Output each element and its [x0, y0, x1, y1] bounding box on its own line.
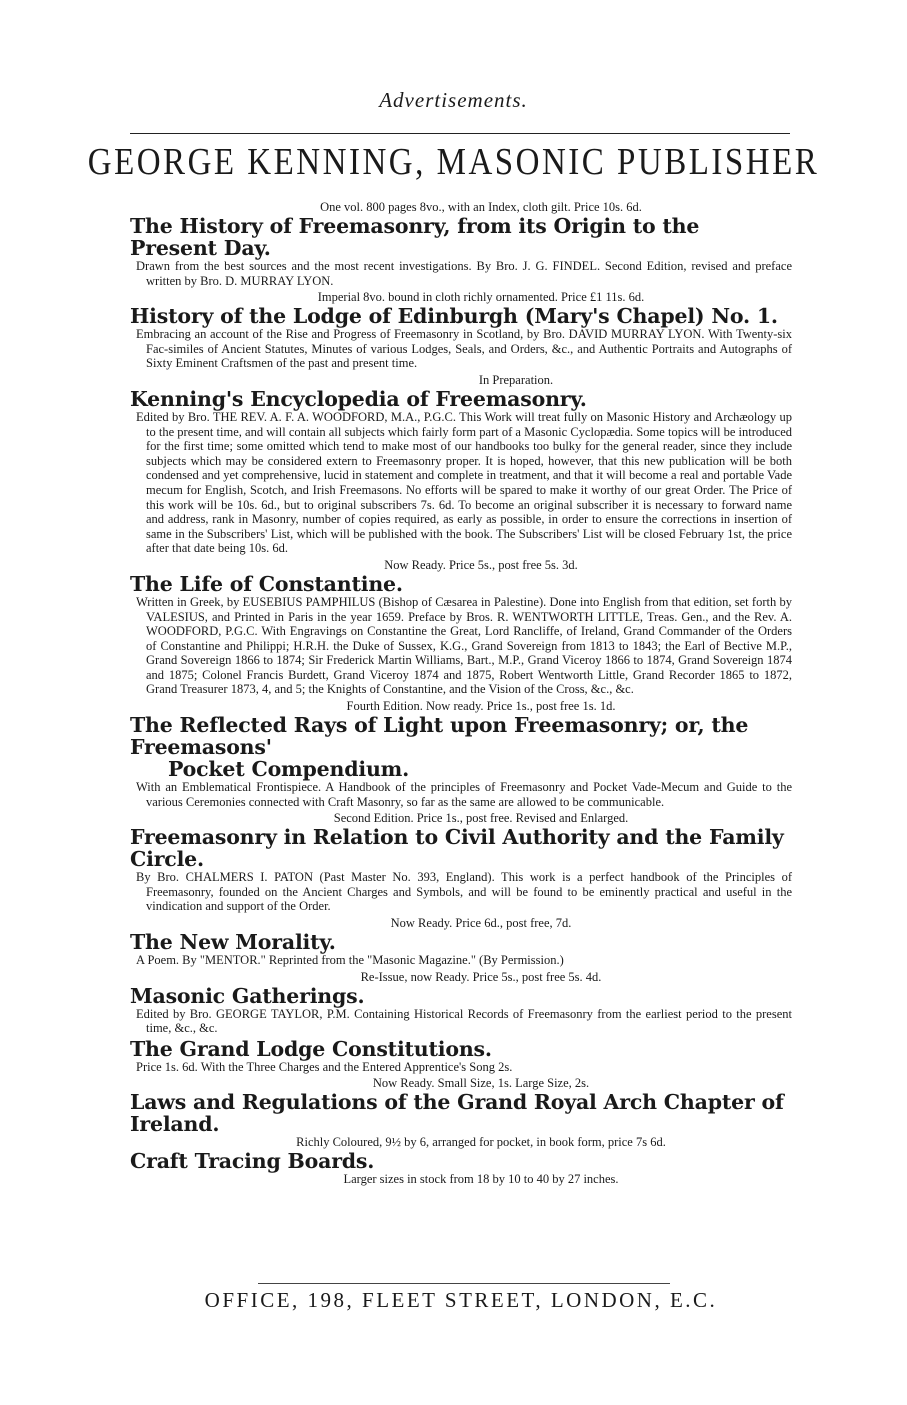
entry-note: Re-Issue, now Ready. Price 5s., post free 5s. 4d.	[360, 969, 602, 984]
advert-entry	[130, 290, 792, 371]
advert-entry	[130, 558, 792, 697]
advert-list	[130, 200, 792, 1187]
entry-note: Richly Coloured, 9½ by 6, arranged for pocket, in book form, price 7s 6d.	[296, 1135, 666, 1150]
entry-note: Larger sizes in stock from 18 by 10 to 40 by 27 inches.	[343, 1172, 619, 1187]
entry-description: Price 1s. 6d. With the Three Charges and the Entered Apprentice's Song 2s.	[136, 1059, 513, 1074]
entry-title: The Life of Constantine.	[130, 571, 403, 596]
advert-entry	[130, 699, 792, 809]
entry-note: Fourth Edition. Now ready. Price 1s., post free 1s. 1d.	[346, 699, 616, 714]
entry-title: The Grand Lodge Constitutions.	[130, 1036, 492, 1061]
advert-entry	[130, 1135, 792, 1187]
entry-title: The New Morality.	[130, 930, 336, 955]
entry-description: Embracing an account of the Rise and Progress of Freemasonry in Scotland, by Bro. DAVID MURRAY LYON. With Twenty-six Fac-similes of Ancient Statutes, Minutes of various Lodges, Seals, and Orders, &c., and Authentic Portraits and Autographs of Sixty Eminent Craftsmen of the past and present time.	[136, 327, 792, 371]
advert-entry	[130, 916, 792, 968]
advert-entry	[130, 373, 792, 556]
entry-title: History of the Lodge of Edinburgh (Mary's Chapel) No. 1.	[130, 304, 778, 329]
entry-description: A Poem. By "MENTOR." Reprinted from the "Masonic Magazine." (By Permission.)	[136, 953, 564, 968]
entry-title: The Reflected Rays of Light upon Freemasonry; or, the Freemasons'	[130, 713, 749, 760]
entry-note: Now Ready. Price 5s., post free 5s. 3d.	[384, 557, 578, 572]
entry-description: Drawn from the best sources and the most recent investigations. By Bro. J. G. FINDEL. Second Edition, revised and preface written by Bro. D. MURRAY LYON.	[136, 259, 792, 288]
entry-title: Masonic Gatherings.	[130, 983, 365, 1008]
entry-title: Freemasonry in Relation to Civil Authority and the Family Circle.	[130, 825, 784, 872]
entry-title: Kenning's Encyclopedia of Freemasonry.	[130, 386, 587, 411]
publisher-heading: GEORGE KENNING, MASONIC PUBLISHER	[87, 142, 820, 184]
entry-note: Second Edition. Price 1s., post free. Revised and Enlarged.	[333, 811, 629, 826]
entry-note: One vol. 800 pages 8vo., with an Index, cloth gilt. Price 10s. 6d.	[320, 200, 642, 214]
entry-title: Craft Tracing Boards.	[130, 1149, 375, 1174]
entry-title: Laws and Regulations of the Grand Royal Arch Chapter of Ireland.	[130, 1090, 784, 1137]
advert-entry	[130, 200, 792, 288]
advert-entry	[130, 970, 792, 1036]
entry-note: Imperial 8vo. bound in cloth richly ornamented. Price £1 11s. 6d.	[317, 290, 645, 305]
footer-rule	[258, 1283, 670, 1284]
entry-description: With an Emblematical Frontispiece. A Handbook of the principles of Freemasonry and Pocket Vade-Mecum and Guide to the various Ceremonies connected with Craft Masonry, so far as the same are allowed to be communicable.	[136, 780, 792, 809]
entry-note: Now Ready. Small Size, 1s. Large Size, 2s.	[372, 1076, 590, 1091]
advert-entry	[130, 1076, 792, 1135]
office-address: OFFICE, 198, FLEET STREET, LONDON, E.C.	[204, 1288, 718, 1312]
entry-title-continued: Pocket Compendium.	[168, 757, 410, 782]
entry-note: Now Ready. Price 6d., post free, 7d.	[390, 916, 572, 931]
entry-description: By Bro. CHALMERS I. PATON (Past Master No. 393, England). This work is a perfect handbook of the Principles of Freemasonry, founded on the Ancient Charges and Symbols, and will be found to be eminently practical and useful in the vindication and support of the Order.	[136, 870, 792, 914]
entry-description: Edited by Bro. THE REV. A. F. A. WOODFORD, M.A., P.G.C. This Work will treat fully on Masonic History and Archæology up to the present time, and will contain all subjects which fairly form part of a Masonic Cyclopædia. Some topics will be introduced for the first time; some omitted which tend to make most of our handbooks too bulky for the general reader, since they include subjects which may be considered extern to Freemasonry proper. It is hoped, however, that this new publication will be both condensed and yet comprehensive, lucid in statement and complete in treatment, and that it will become a real and portable Vade mecum for English, Scotch, and Irish Freemasons. No efforts will be spared to make it worthy of our great Order. The Price of this work will be 10s. 6d., but to original subscribers 7s. 6d. To become an original subscriber it is necessary to forward name and address, rank in Masonry, number of copies required, as early as possible, in order to ensure the corrections in insertion of same in the Subscribers' List, which will be published with the book. The Subscribers' List will be closed February 1st, the price after that date being 10s. 6d.	[136, 409, 792, 556]
entry-title: The History of Freemasonry, from its Origin to the Present Day.	[130, 214, 700, 260]
advert-entry	[130, 811, 792, 914]
entry-note: In Preparation.	[478, 372, 554, 387]
entry-description: Edited by Bro. GEORGE TAYLOR, P.M. Containing Historical Records of Freemasonry from the earliest period to the present time, &c., &c.	[136, 1006, 792, 1036]
entry-description: Written in Greek, by EUSEBIUS PAMPHILUS (Bishop of Cæsarea in Palestine). Done into English from that edition, set forth by VALESIUS, and Printed in Paris in the year 1659. Preface by Bros. R. WENTWORTH LITTLE, Treas. Gen., and the Rev. A. WOODFORD, P.G.C. With Engravings on Constantine the Great, Lord Rancliffe, of Ireland, Grand Commander of the Orders of Constantine and Philippi; H.R.H. the Duke of Sussex, K.G., Grand Sovereign from 1813 to 1843; the Earl of Bective M.P., Grand Sovereign 1866 to 1874; Sir Frederick Martin Williams, Bart., M.P., Grand Viceroy 1866 to 1874, Grand Sovereign 1874 and 1875; Colonel Francis Burdett, Grand Viceroy 1874 and 1875, Robert Wentworth Little, Grand Recorder 1865 to 1872, Grand Treasurer 1873, 4, and 5; the Knights of Constantine, and the Vision of the Cross, &c., &c.	[136, 594, 792, 697]
header-rule	[130, 133, 790, 134]
page-header: Advertisements.	[379, 88, 528, 112]
advert-entry	[130, 1038, 792, 1075]
